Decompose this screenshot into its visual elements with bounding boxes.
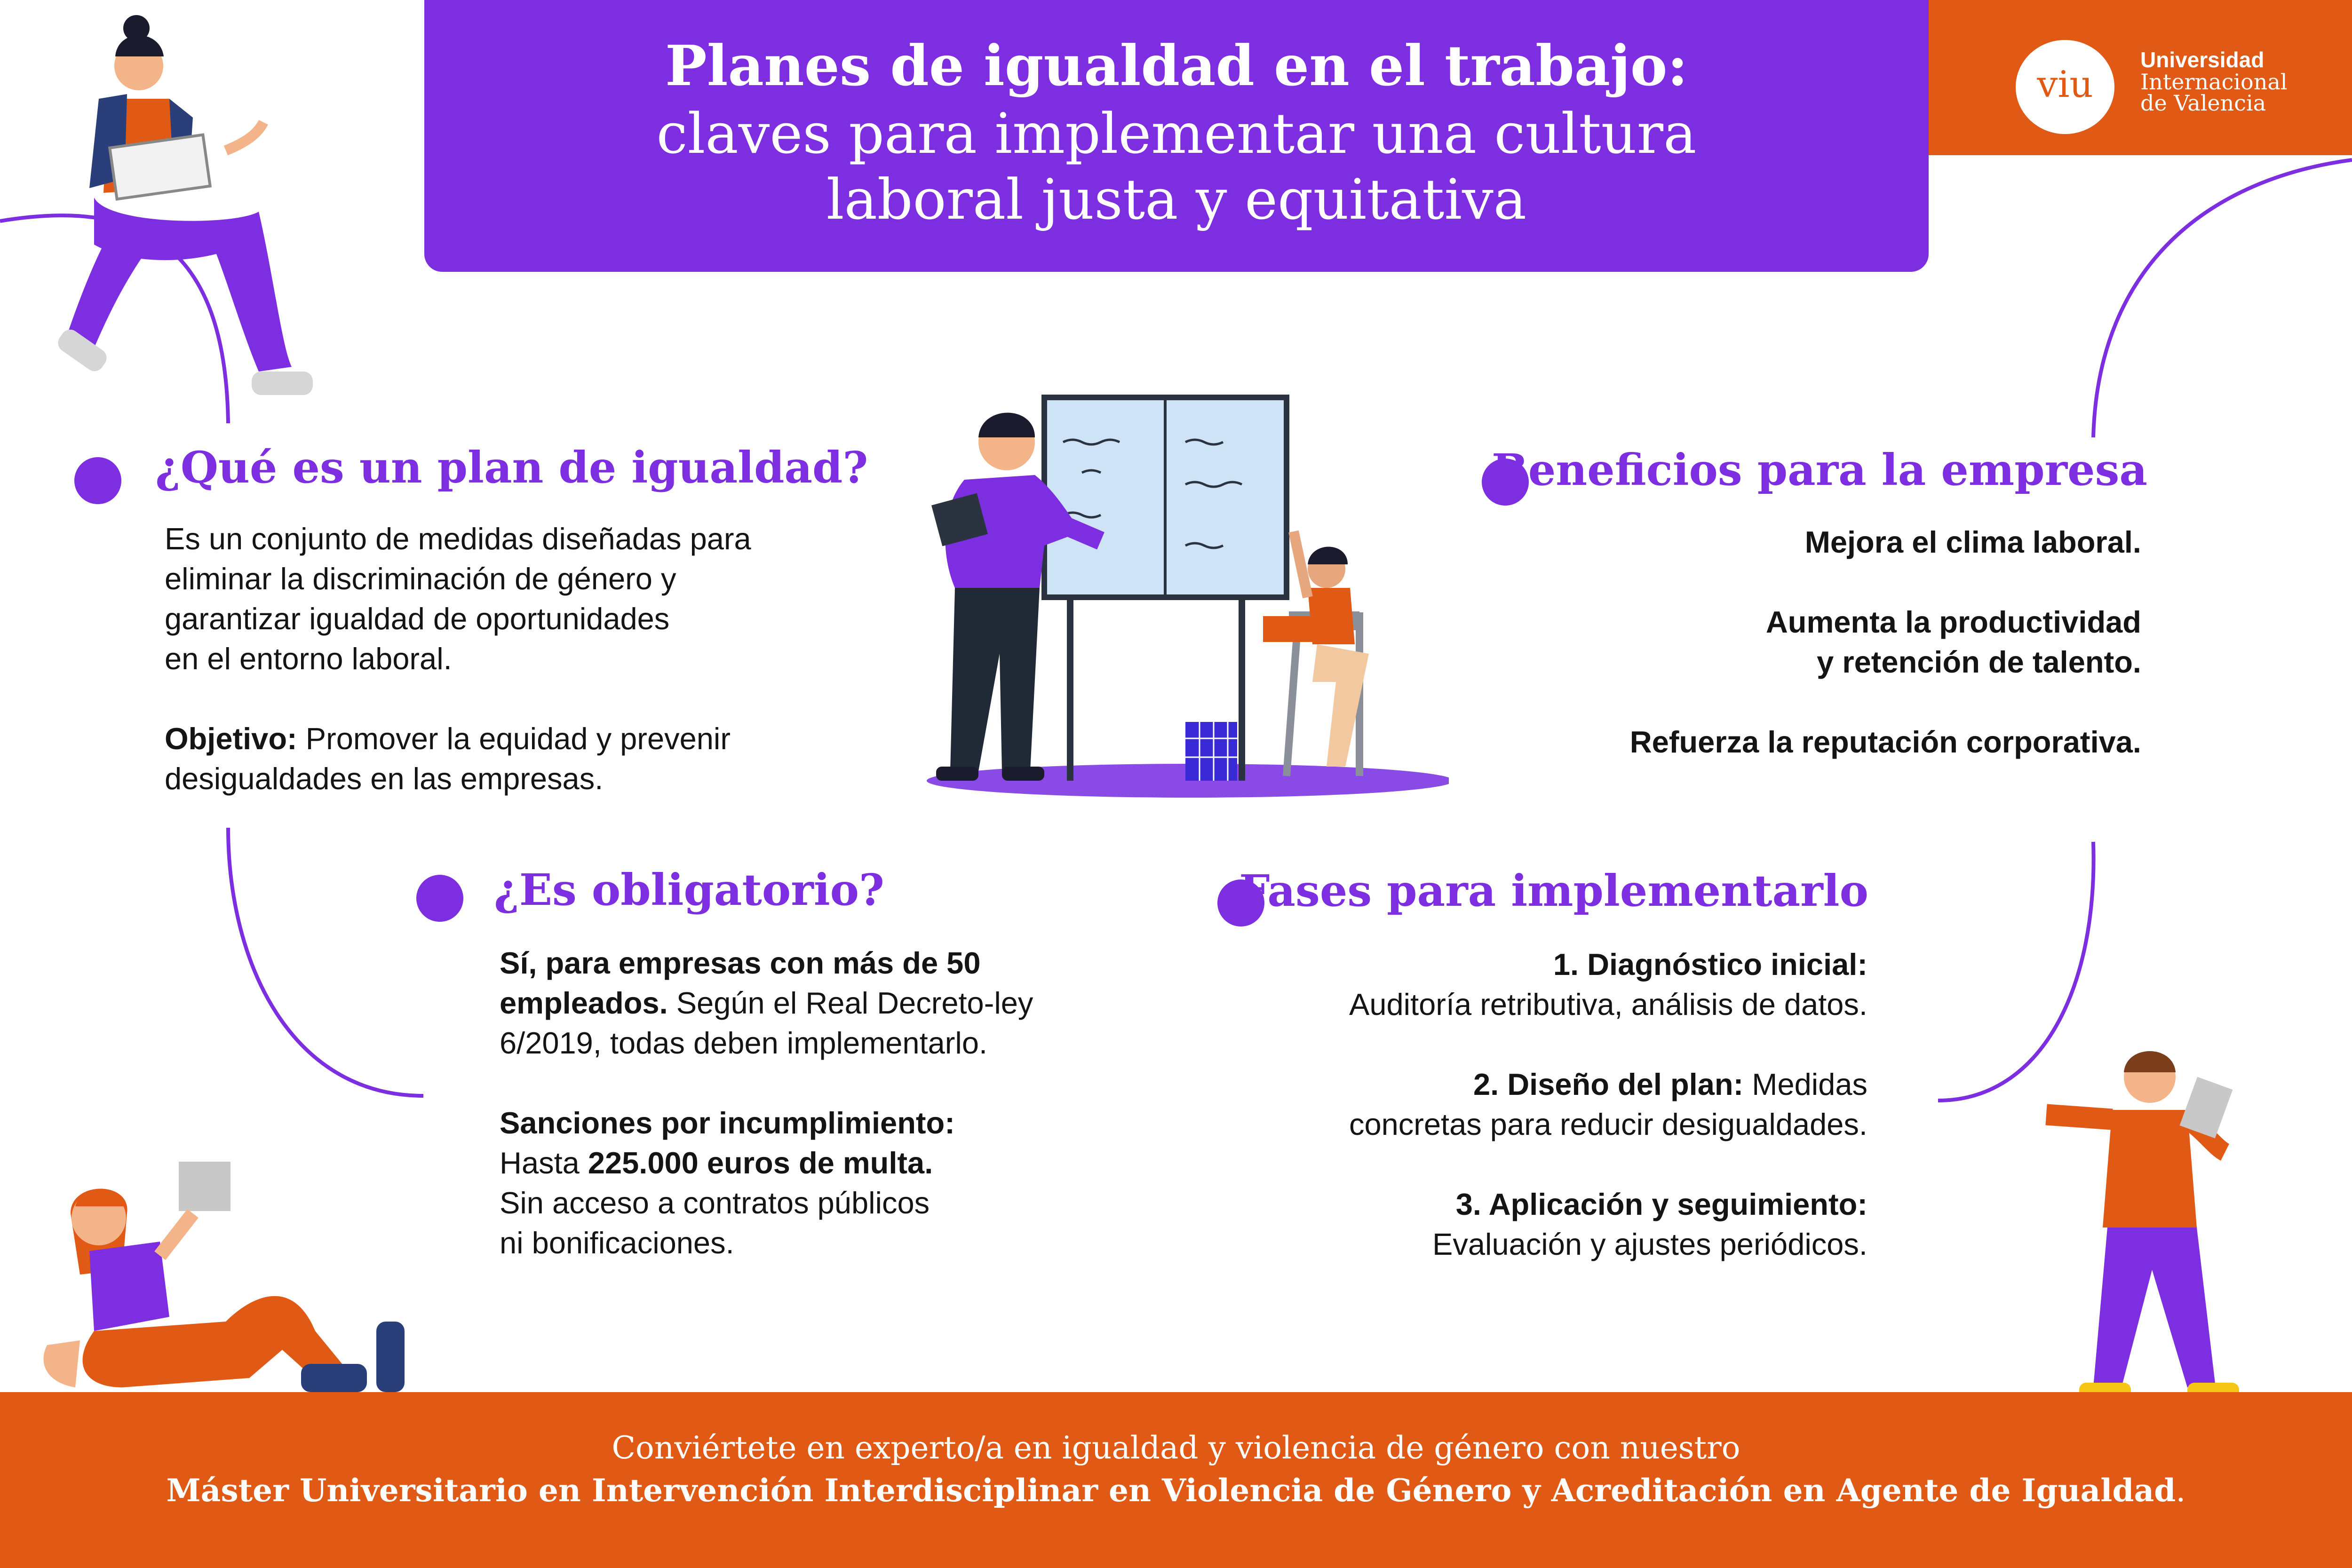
que-es-text (165, 519, 776, 799)
footer-line2 (0, 1472, 2352, 1509)
phase1-label: 1. Diagnóstico inicial: (1553, 947, 1867, 982)
beneficio-item: Mejora el clima laboral. (1804, 525, 2141, 559)
section-bullet (74, 457, 121, 504)
sanciones-multa: 225.000 euros de multa. (588, 1146, 933, 1180)
sanciones-line: Sin acceso a contratos públicos (500, 1186, 930, 1220)
page-title-line3: laboral justa y equitativa (826, 167, 1527, 232)
woman-lying-reading-icon (28, 1162, 433, 1397)
sanciones-label: Sanciones por incumplimiento: (500, 1106, 955, 1140)
objective-text: Promover la equidad y prevenir (297, 721, 731, 756)
fases-list (1162, 944, 1867, 1264)
obligatorio-decreto: Según el Real Decreto-ley (667, 986, 1033, 1020)
que-es-line: garantizar igualdad de oportunidades (165, 602, 670, 636)
logo-text-line3: de Valencia (2140, 90, 2266, 116)
objective-text-line2: desigualdades en las empresas. (165, 761, 604, 796)
phase3-text: Evaluación y ajustes periódicos. (1432, 1227, 1867, 1261)
phase3-label: 3. Aplicación y seguimiento: (1455, 1187, 1867, 1221)
beneficio-item: Refuerza la reputación corporativa. (1629, 725, 2141, 759)
objective-label: Objetivo: (165, 721, 297, 756)
footer-period: . (2176, 1473, 2186, 1509)
phase1-text: Auditoría retributiva, análisis de datos. (1349, 987, 1867, 1022)
page-title-line1: Planes de igualdad en el trabajo: (665, 33, 1688, 98)
master-name: Máster Universitario en Intervención Interdisciplinar en Violencia de Género y Acreditación en Agente de Igualdad (166, 1472, 2176, 1509)
que-es-line: en el entorno laboral. (165, 641, 452, 676)
woman-reading-icon (38, 9, 329, 423)
viu-logo-mark: viu (2016, 40, 2114, 134)
obligatorio-text (500, 943, 1111, 1263)
que-es-line: eliminar la discriminación de género y (165, 562, 676, 596)
footer-line1: Conviértete en experto/a en igualdad y violencia de género con nuestro (612, 1430, 1740, 1466)
sanciones-hasta: Hasta (500, 1146, 588, 1180)
phase2-text-line2: concretas para reducir desigualdades. (1349, 1107, 1867, 1141)
teacher-whiteboard-icon (884, 390, 1449, 804)
logo-text-line1: Universidad (2140, 48, 2265, 72)
man-reading-icon (2009, 1039, 2244, 1411)
heading-obligatorio: ¿Es obligatorio? (494, 864, 884, 915)
phase2-label: 2. Diseño del plan: (1473, 1067, 1744, 1101)
beneficios-list (1483, 522, 2141, 762)
obligatorio-bold-line: Sí, para empresas con más de 50 (500, 946, 981, 980)
que-es-line: Es un conjunto de medidas diseñadas para (165, 522, 751, 556)
obligatorio-bold-word: empleados. (500, 986, 668, 1020)
beneficio-item: Aumenta la productividad (1765, 605, 2141, 639)
obligatorio-line: 6/2019, todas deben implementarlo. (500, 1026, 988, 1060)
logo-text-line2: Internacional (2140, 69, 2288, 95)
phase2-text: Medidas (1743, 1067, 1867, 1101)
beneficio-item: y retención de talento. (1817, 645, 2141, 679)
heading-que-es: ¿Qué es un plan de igualdad? (155, 442, 868, 493)
sanciones-line: ni bonificaciones. (500, 1226, 734, 1260)
heading-fases: Fases para implementarlo (1239, 865, 1868, 916)
page-title-line2: claves para implementar una cultura (656, 101, 1697, 166)
heading-beneficios: Beneficios para la empresa (1491, 444, 2147, 495)
section-bullet (416, 875, 463, 922)
